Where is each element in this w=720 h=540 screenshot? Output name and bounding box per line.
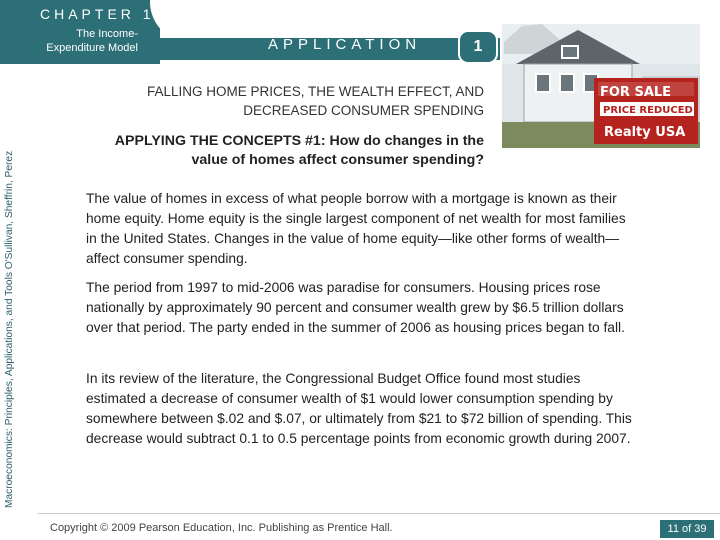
house-photo-illustration [502, 24, 700, 148]
page-number-badge: 11 of 39 [660, 520, 714, 538]
title-line2: DECREASED CONSUMER SPENDING [243, 103, 484, 118]
application-number: 1 [458, 30, 498, 64]
side-credit: Macroeconomics: Principles, Applications, and Tools O'Sullivan, Sheffrin, Perez [4, 150, 15, 508]
body-paragraph-3: In its review of the literature, the Congressional Budget Office found most studies estimated a decrease of consumer wealth of $1 would lower consumption spending by somewhere between $.02 and $.07, or ultimately from $21 to $72 billion of spending. This decrease would subtract 0.1 to 0.5 percentage points from economic growth during 2007. [86, 371, 632, 446]
sign-brand: Realty USA [604, 125, 686, 140]
for-sale-sign [594, 78, 698, 144]
copyright-notice: Copyright © 2009 Pearson Education, Inc. Publishing as Prentice Hall. [50, 522, 393, 534]
sign-line1: FOR SALE [600, 85, 672, 100]
application-label: APPLICATION [268, 36, 422, 53]
house-for-sale-photo [502, 24, 700, 148]
footer-divider [38, 513, 720, 514]
body-paragraph-2: The period from 1997 to mid-2006 was paradise for consumers. Housing prices rose nationally by approximately 90 percent and consumer wealth grew by $6.5 trillion dollars over that period. The party ended in the summer of 2006 as housing prices began to fall. [86, 280, 625, 335]
concept-line1: APPLYING THE CONCEPTS #1: How do changes in the [114, 133, 484, 149]
title-line1: FALLING HOME PRICES, THE WEALTH EFFECT, AND [146, 84, 484, 99]
body-paragraph-1: The value of homes in excess of what people borrow with a mortgage is known as their home equity. Home equity is the single largest component of net wealth for most families in the United States. Changes in the value of home equity—like other forms of wealth—affect consumer spending. [86, 191, 626, 266]
sign-line2: PRICE REDUCED [603, 105, 693, 116]
chapter-label: CHAPTER 11 [40, 6, 166, 22]
chapter-title-line1: The Income- [76, 28, 138, 40]
chapter-title-line2: Expenditure Model [46, 42, 138, 54]
concept-question [62, 132, 484, 170]
application-title [72, 82, 484, 120]
chapter-title [30, 27, 138, 55]
concept-line2: value of homes affect consumer spending? [191, 152, 484, 168]
